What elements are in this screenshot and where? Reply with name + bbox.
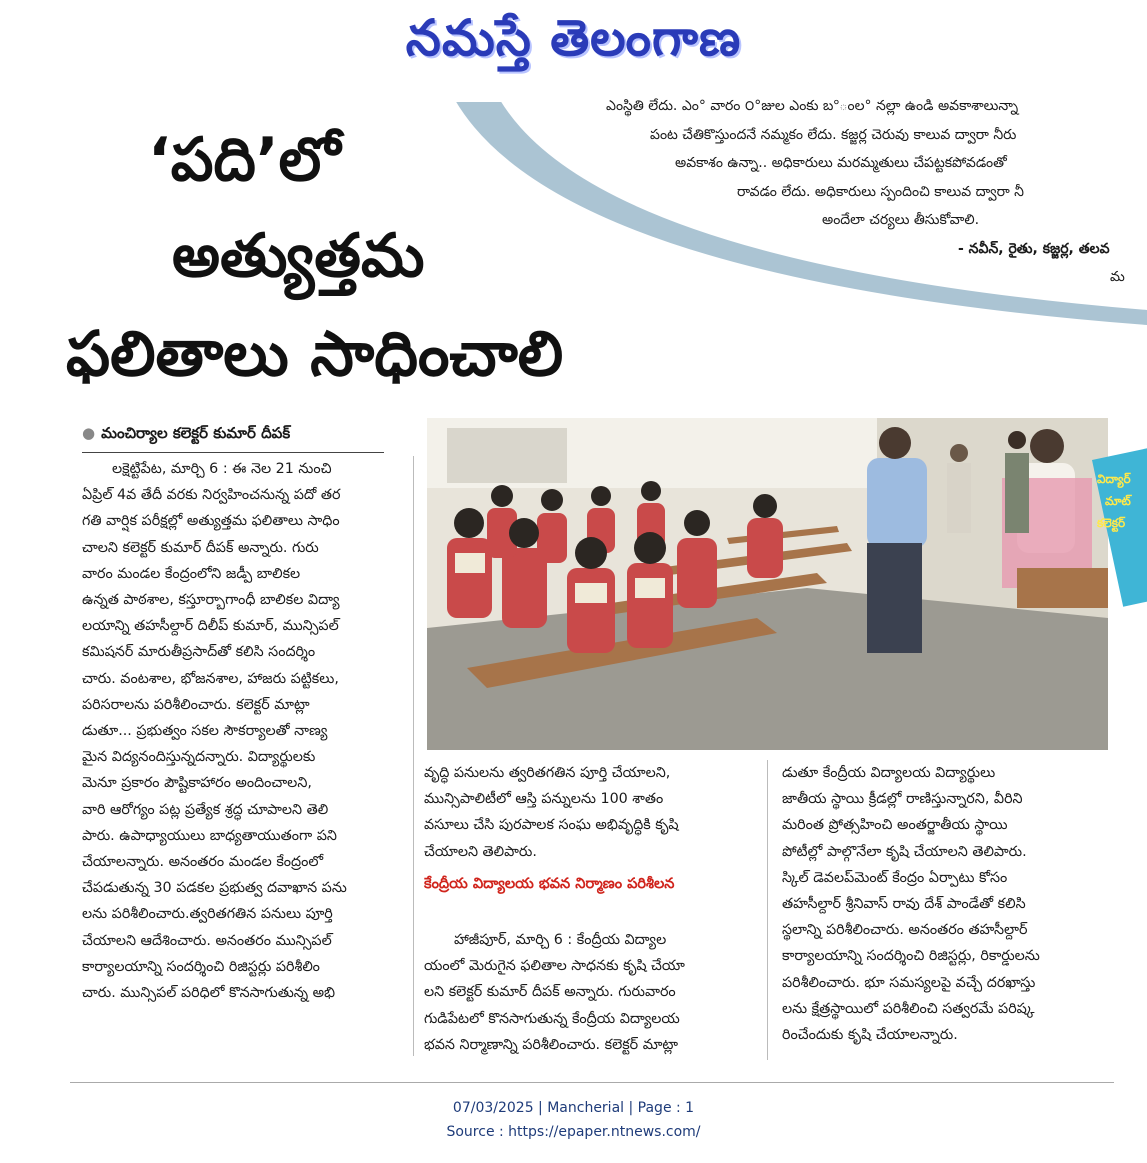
body-line: వారి ఆరోగ్యం పట్ల ప్రత్యేక శ్రద్ధ చూపాలని తెలి xyxy=(82,801,329,818)
body-line: డుతూ కేంద్రీయ విద్యాలయ విద్యార్థులు xyxy=(782,765,996,781)
quote-line: అందేలా చర్యలు తీసుకోవాలి. xyxy=(822,212,980,228)
body-line: హాజీపూర్, మార్చి 6 : కేంద్రీయ విద్యాల xyxy=(454,932,667,948)
body-line: లను క్షేత్రస్థాయిలో పరిశీలించి సత్వరమే పరిష్క xyxy=(782,1000,1035,1017)
headline xyxy=(66,112,786,404)
body-line: చాలని కలెక్టర్ కుమార్ దీపక్ అన్నారు. గురు xyxy=(82,539,319,556)
body-line: ఏప్రిల్ 4వ తేదీ వరకు నిర్వహించనున్న పదో తర xyxy=(82,487,341,504)
body-line: మైన విద్యనందిస్తున్నదన్నారు. విద్యార్థులకు xyxy=(82,749,316,766)
body-line: డుతూ... ప్రభుత్వం సకల సౌకర్యాలతో నాణ్య xyxy=(82,723,328,740)
article-column-1 xyxy=(82,456,398,1006)
byline xyxy=(82,424,382,446)
byline-divider xyxy=(82,452,384,453)
body-line: పారు. ఉపాధ్యాయులు బాధ్యతాయుతంగా పని xyxy=(82,827,337,844)
bullet-icon: ● xyxy=(82,424,96,442)
body-line: చేయాలన్నారు. అనంతరం మండల కేంద్రంలో xyxy=(82,854,324,871)
masthead-title: నమస్తే తెలంగాణ xyxy=(405,8,742,67)
body-line: గతి వార్షిక పరీక్షల్లో అత్యుత్తమ ఫలితాలు సాధిం xyxy=(82,513,340,530)
body-line: రించేందుకు కృషి చేయాలన్నారు. xyxy=(782,1027,958,1044)
body-line: జాతీయ స్థాయి క్రీడల్లో రాణిస్తున్నారని, వీరిని xyxy=(782,791,1023,808)
body-line: మెనూ ప్రకారం పౌష్టికాహారం అందించాలని, xyxy=(82,775,312,792)
side-caption-text xyxy=(1097,468,1131,534)
body-line: తహసీల్దార్ శ్రీనివాస్ రావు దేశ్ పాండేతో కలిసి xyxy=(782,896,1026,913)
article-column-2 xyxy=(424,760,754,865)
body-line: ఉన్నత పాఠశాల, కస్తూర్బాగాంధీ బాలికల విద్యా xyxy=(82,592,340,609)
quote-line: అవకాశం ఉన్నా.. అధికారులు మరమ్మతులు చేపట్టకపోవడంతో xyxy=(675,155,1007,171)
footer-divider xyxy=(70,1082,1114,1083)
footer-date-line: 07/03/2025 | Mancherial | Page : 1 xyxy=(452,1100,695,1116)
article-column-2b xyxy=(424,927,754,1058)
body-line: పోటీల్లో పాల్గొనేలా కృషి చేయాలని తెలిపారు. xyxy=(782,843,1027,860)
classroom-photo xyxy=(427,418,1108,750)
body-line: కమిషనర్ మారుతీప్రసాద్‌తో కలిసి సందర్శిం xyxy=(82,644,316,661)
body-line: లను పరిశీలించారు.త్వరితగతిన పనులు పూర్తి xyxy=(82,906,333,923)
headline-line-2: అత్యుత్తమ xyxy=(172,221,425,291)
quote-line: రావడం లేదు. అధికారులు స్పందించి కాలువ ద్వారా నీ xyxy=(737,183,1024,200)
body-line: మరింత ప్రోత్సహించి అంతర్జాతీయ స్థాయి xyxy=(782,817,1008,834)
body-line: పరిసరాలను పరిశీలించారు. కలెక్టర్ మాట్లా xyxy=(82,696,310,713)
body-line: కార్యాలయాన్ని సందర్శించి రిజిస్టర్లు పరిశీలిం xyxy=(82,958,320,975)
body-line: చారు. వంటశాల, భోజనశాల, హాజరు పట్టికలు, xyxy=(82,670,339,687)
column-divider xyxy=(413,456,414,1056)
side-caption-line: మాట్ xyxy=(1105,494,1131,508)
body-line: చేపడుతున్న 30 పడకల ప్రభుత్వ దవాఖాన పను xyxy=(82,880,347,897)
quote-line: ఎంస్థితి లేదు. ఎం° వారం ౦°జుల ఎంకు బ°ంల° నల్లా ఉండి అవకాశాలున్నా xyxy=(606,98,1019,114)
body-line: కార్యాలయాన్ని సందర్శించి రిజిస్టర్లు, రికార్డులను xyxy=(782,948,1040,965)
body-line: పరిశీలించారు. భూ సమస్యలపై వచ్చే దరఖాస్తు xyxy=(782,974,1036,991)
body-line: లని కలెక్టర్ కుమార్ దీపక్ అన్నారు. గురువారం xyxy=(424,984,676,1001)
byline-text: మంచిర్యాల కలెక్టర్ కుమార్ దీపక్ xyxy=(101,424,291,442)
body-line: వృద్ధి పనులను త్వరితగతిన పూర్తి చేయాలని, xyxy=(424,765,671,781)
quote-signature-tail: మ xyxy=(1110,269,1125,285)
body-line: మున్సిపాలిటీలో ఆస్తి పన్నులను 100 శాతం xyxy=(424,791,664,808)
side-caption-line: కలెక్టర్ xyxy=(1097,516,1126,530)
body-line: వారం మండల కేంద్రంలోని జడ్పీ బాలికల xyxy=(82,565,301,582)
body-line: గుడిపేటలో కొనసాగుతున్న కేంద్రీయ విద్యాలయ xyxy=(424,1010,680,1027)
body-line: చేయాలని తెలిపారు. xyxy=(424,843,537,860)
masthead xyxy=(0,0,1147,88)
body-line: వసూలు చేసి పురపాలక సంఘ అభివృద్ధికి కృషి xyxy=(424,817,679,834)
quote-line: పంట చేతికొస్తుందనే నమ్మకం లేదు. కజ్జర్ల చెరువు కాలువ ద్వారా నీరు xyxy=(650,126,1017,143)
quote-signature: - నవీన్, రైతు, కజ్జర్ల, తలవ xyxy=(958,240,1110,257)
headline-line-1: ‘పది’లో xyxy=(148,125,341,195)
side-caption-line: విద్యార్ xyxy=(1097,472,1131,486)
column-divider xyxy=(767,760,768,1060)
headline-line-3: ఫలితాలు సాధించాలి xyxy=(66,317,564,390)
body-line: స్థలాన్ని పరిశీలించారు. అనంతరం తహసీల్దార్ xyxy=(782,922,1028,939)
body-line: చారు. మున్సిపల్ పరిధిలో కొనసాగుతున్న అభి xyxy=(82,985,336,1002)
body-line: చేయాలని ఆదేశించారు. అనంతరం మున్సిపల్ xyxy=(82,932,332,949)
body-line: భవన నిర్మాణాన్ని పరిశీలించారు. కలెక్టర్ మాట్లా xyxy=(424,1036,679,1053)
classroom-illustration xyxy=(427,418,1108,750)
body-line: లక్షెట్టిపేట, మార్చి 6 : ఈ నెల 21 నుంచి xyxy=(112,461,332,477)
article-column-3 xyxy=(782,760,1108,1048)
body-line: యంలో మెరుగైన ఫలితాల సాధనకు కృషి చేయా xyxy=(424,958,685,975)
footer-source-line: Source : https://epaper.ntnews.com/ xyxy=(446,1124,701,1140)
body-line: స్కిల్ డెవలప్‌మెంట్ కేంద్రం ఏర్పాటు కోసం xyxy=(782,869,1008,886)
section-subhead: కేంద్రీయ విద్యాలయ భవన నిర్మాణం పరిశీలన xyxy=(424,876,675,892)
body-line: లయాన్ని తహసీల్దార్ దిలీప్ కుమార్, మున్సిపల్ xyxy=(82,618,339,635)
